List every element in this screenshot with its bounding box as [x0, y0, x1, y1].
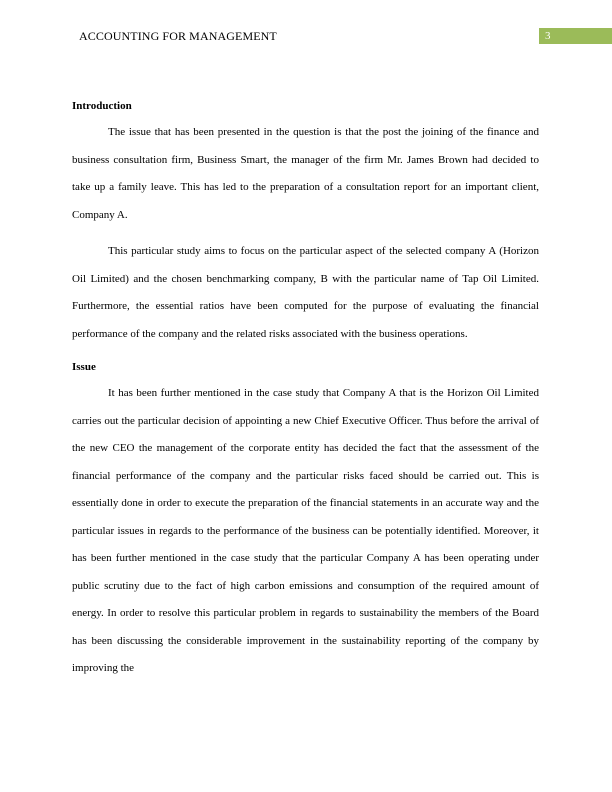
section-heading-introduction: Introduction [72, 100, 132, 112]
section-heading-issue: Issue [72, 361, 96, 373]
paragraph-introduction-2: This particular study aims to focus on the particular aspect of the selected company A (Horizon Oil Limited) and the chosen benchmarking company, B with the particular name of Tap Oil Limited. Furthermore, the essential ratios have been computed for the purpose of evaluating the financial performance of the company and the related risks associated with the business operations. [72, 245, 539, 340]
paragraph-issue-1: It has been further mentioned in the case study that Company A that is the Horizon Oil Limited carries out the particular decision of appointing a new Chief Executive Officer. Thus before the arrival of the new CEO the management of the corporate entity has decided the fact that the assessment of the financial performance of the company and the particular risks faced should be carried out. This is essentially done in order to execute the preparation of the financial statements in an accurate way and the particular issues in regards to the performance of the business can be potentially identified. Moreover, it has been further mentioned in the case study that the particular Company A has been operating under public scrutiny due to the fact of high carbon emissions and consumption of the required amount of energy. In order to resolve this particular problem in regards to sustainability the members of the Board has been discussing the considerable improvement in the sustainability reporting of the company by improving the [72, 387, 539, 674]
paragraph-introduction-1: The issue that has been presented in the question is that the post the joining of the finance and business consultation firm, Business Smart, the manager of the firm Mr. James Brown had decided to take up a family leave. This has led to the preparation of a consultation report for an important client, Company A. [72, 126, 539, 221]
running-head: ACCOUNTING FOR MANAGEMENT [79, 29, 277, 43]
page-number-badge: 3 [539, 28, 612, 44]
document-body [72, 96, 539, 683]
